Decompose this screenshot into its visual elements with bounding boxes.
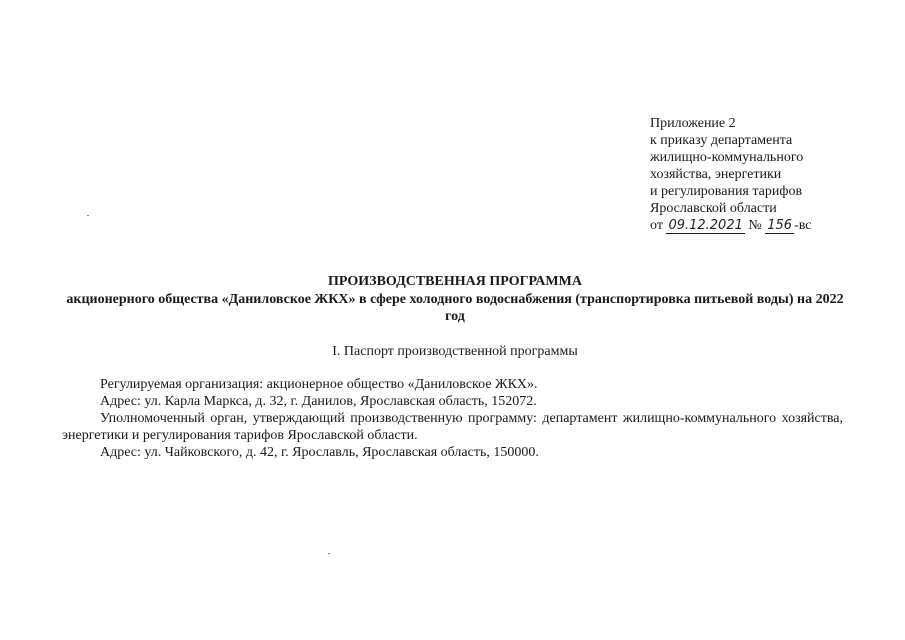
appendix-line: и регулирования тарифов — [650, 184, 803, 199]
scan-speck — [87, 215, 89, 216]
appendix-line: к приказу департамента — [650, 133, 793, 148]
order-suffix: -вс — [794, 218, 812, 233]
appendix-line: Ярославской области — [650, 201, 777, 216]
organization-address-paragraph: Адрес: ул. Карла Маркса, д. 32, г. Данилов, Ярославская область, 152072. — [100, 394, 537, 409]
appendix-line: жилищно-коммунального — [650, 150, 804, 165]
passport-section — [62, 376, 843, 461]
order-date: 09.12.2021 — [668, 218, 743, 233]
order-number-sign: № — [748, 218, 762, 233]
appendix-title: Приложение 2 — [650, 116, 736, 131]
appendix-line: хозяйства, энергетики — [650, 167, 782, 182]
organization-paragraph: Регулируемая организация: акционерное общество «Даниловское ЖКХ». — [100, 377, 538, 392]
document-title: ПРОИЗВОДСТВЕННАЯ ПРОГРАММА — [328, 274, 582, 289]
scan-speck — [328, 553, 330, 554]
order-prefix: от — [650, 218, 663, 233]
document-title-block — [60, 273, 850, 325]
order-line — [650, 217, 890, 234]
order-number: 156 — [767, 218, 793, 233]
authority-paragraph: Уполномоченный орган, утверждающий производственную программу: департамент жилищно-коммунального хозяйства, энергетики и регулирования тарифов Ярославской области. — [62, 411, 843, 443]
authority-address-paragraph: Адрес: ул. Чайковского, д. 42, г. Ярославль, Ярославская область, 150000. — [100, 445, 539, 460]
section-heading: I. Паспорт производственной программы — [332, 344, 578, 359]
document-subtitle: акционерного общества «Даниловское ЖКХ» в сфере холодного водоснабжения (транспортировка питьевой воды) на 2022 год — [66, 292, 844, 324]
appendix-block — [650, 115, 890, 234]
